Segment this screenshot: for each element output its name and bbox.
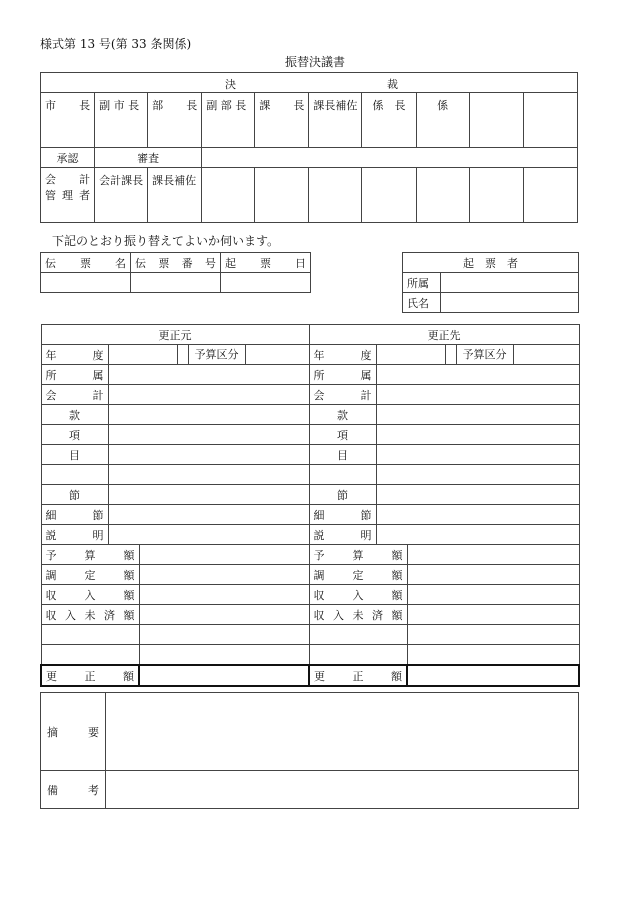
- account-field[interactable]: [376, 385, 579, 405]
- corrected-amount-field[interactable]: [139, 665, 309, 686]
- fiscal-year-field[interactable]: [108, 345, 177, 365]
- unpaid-amount-label: 収入未済額: [41, 605, 139, 625]
- approval-label: 承認: [41, 148, 95, 168]
- slip-name-field[interactable]: [41, 273, 131, 293]
- slip-number-header: 伝 票 番 号: [131, 253, 221, 273]
- department-field[interactable]: [376, 365, 579, 385]
- revenue-amount-label: 収 入 額: [41, 585, 139, 605]
- setsu-label: 節: [309, 485, 376, 505]
- drafter-dept-label: 所属: [403, 273, 441, 293]
- stamp-box[interactable]: [469, 168, 523, 223]
- assessed-amount-label: 調 定 額: [309, 565, 407, 585]
- budget-amount-label: 予 算 額: [309, 545, 407, 565]
- saisetsu-field[interactable]: [108, 505, 309, 525]
- stamp-box[interactable]: [523, 168, 577, 223]
- unpaid-amount-field[interactable]: [139, 605, 309, 625]
- role-director: 部 長: [148, 93, 202, 148]
- budget-category-label: 予算区分: [456, 345, 514, 364]
- accounting-chief-label: 会計課長: [95, 168, 148, 223]
- setsu-label: 節: [41, 485, 108, 505]
- stamp-box[interactable]: [523, 93, 577, 148]
- blank-field[interactable]: [376, 465, 579, 485]
- kan-field[interactable]: [376, 405, 579, 425]
- review-label: 審査: [95, 148, 202, 168]
- kou-label: 項: [309, 425, 376, 445]
- kan-label: 款: [41, 405, 108, 425]
- corrected-amount-label: 更 正 額: [41, 665, 139, 686]
- slip-date-field[interactable]: [221, 273, 311, 293]
- blank-label: [41, 625, 139, 645]
- slip-number-field[interactable]: [131, 273, 221, 293]
- blank-label: [41, 465, 108, 485]
- stamp-box[interactable]: [202, 168, 255, 223]
- saisetsu-field[interactable]: [376, 505, 579, 525]
- kan-label: 款: [309, 405, 376, 425]
- before-title: 更正元: [41, 325, 309, 345]
- budget-amount-field[interactable]: [407, 545, 579, 565]
- unpaid-amount-field[interactable]: [407, 605, 579, 625]
- role-subsection-chief: 係 長: [362, 93, 416, 148]
- blank-label: [309, 645, 407, 666]
- kou-field[interactable]: [376, 425, 579, 445]
- moku-label: 目: [309, 445, 376, 465]
- setsu-field[interactable]: [376, 485, 579, 505]
- corrected-amount-field[interactable]: [407, 665, 579, 686]
- kou-label: 項: [41, 425, 108, 445]
- remarks-field[interactable]: [106, 771, 579, 809]
- role-mayor: 市 長: [41, 93, 95, 148]
- request-text: 下記のとおり振り替えてよいか伺います。: [52, 234, 280, 248]
- blank-label: [309, 625, 407, 645]
- assistant-chief-label: 課長補佐: [148, 168, 202, 223]
- fiscal-year-field[interactable]: [376, 345, 445, 365]
- drafter-name-label: 氏名: [403, 293, 441, 313]
- department-label: 所 属: [41, 365, 108, 385]
- kan-field[interactable]: [108, 405, 309, 425]
- revenue-amount-field[interactable]: [407, 585, 579, 605]
- explanation-field[interactable]: [376, 525, 579, 545]
- fiscal-year-label: 年 度: [309, 345, 376, 365]
- accounting-manager-label: 会 計 管 理 者: [41, 168, 95, 223]
- budget-category-field[interactable]: [246, 345, 309, 364]
- budget-amount-label: 予 算 額: [41, 545, 139, 565]
- explanation-field[interactable]: [108, 525, 309, 545]
- role-assistant-chief: 課長補佐: [309, 93, 362, 148]
- budget-amount-field[interactable]: [139, 545, 309, 565]
- approval-table: [40, 72, 578, 223]
- assessed-amount-field[interactable]: [407, 565, 579, 585]
- document-title: 振替決議書: [285, 55, 346, 69]
- budget-category-field[interactable]: [514, 345, 579, 364]
- blank-field[interactable]: [139, 625, 309, 645]
- drafter-table: [402, 252, 579, 313]
- stamp-box[interactable]: [362, 168, 416, 223]
- blank-field[interactable]: [407, 625, 579, 645]
- account-label: 会 計: [41, 385, 108, 405]
- role-staff: 係: [416, 93, 469, 148]
- saisetsu-label: 細 節: [309, 505, 376, 525]
- stamp-box[interactable]: [469, 93, 523, 148]
- moku-label: 目: [41, 445, 108, 465]
- explanation-label: 説 明: [309, 525, 376, 545]
- revenue-amount-field[interactable]: [139, 585, 309, 605]
- corrected-amount-label: 更 正 額: [309, 665, 407, 686]
- blank-label: [309, 465, 376, 485]
- revenue-amount-label: 収 入 額: [309, 585, 407, 605]
- department-field[interactable]: [108, 365, 309, 385]
- summary-field[interactable]: [106, 693, 579, 771]
- slip-name-header: 伝 票 名: [41, 253, 131, 273]
- stamp-box[interactable]: [255, 168, 309, 223]
- setsu-field[interactable]: [108, 485, 309, 505]
- blank-field[interactable]: [407, 645, 579, 666]
- stamp-box[interactable]: [309, 168, 362, 223]
- saisetsu-label: 細 節: [41, 505, 108, 525]
- form-number: 様式第 13 号(第 33 条関係): [40, 37, 192, 51]
- department-label: 所 属: [309, 365, 376, 385]
- assessed-amount-label: 調 定 額: [41, 565, 139, 585]
- moku-field[interactable]: [108, 445, 309, 465]
- drafter-name-field[interactable]: [441, 293, 579, 313]
- role-vice-mayor: 副 市 長: [95, 93, 148, 148]
- moku-field[interactable]: [376, 445, 579, 465]
- slip-table: [40, 252, 311, 293]
- role-deputy-director: 副 部 長: [202, 93, 255, 148]
- after-title: 更正先: [309, 325, 579, 345]
- role-section-chief: 課 長: [255, 93, 309, 148]
- drafter-dept-field[interactable]: [441, 273, 579, 293]
- assessed-amount-field[interactable]: [139, 565, 309, 585]
- budget-category-label: 予算区分: [188, 345, 246, 364]
- account-label: 会 計: [309, 385, 376, 405]
- blank-field[interactable]: [108, 465, 309, 485]
- blank-label: [41, 645, 139, 666]
- slip-date-header: 起 票 日: [221, 253, 311, 273]
- drafter-title: 起 票 者: [403, 253, 579, 273]
- remarks-label: 備 考: [41, 771, 106, 809]
- unpaid-amount-label: 収入未済額: [309, 605, 407, 625]
- approval-heading: 決 裁: [41, 73, 578, 93]
- notes-table: [40, 692, 579, 809]
- kou-field[interactable]: [108, 425, 309, 445]
- blank-field[interactable]: [139, 645, 309, 666]
- fiscal-year-label: 年 度: [41, 345, 108, 365]
- stamp-box[interactable]: [416, 168, 469, 223]
- account-field[interactable]: [108, 385, 309, 405]
- correction-table: [40, 324, 580, 687]
- summary-label: 摘 要: [41, 693, 106, 771]
- explanation-label: 説 明: [41, 525, 108, 545]
